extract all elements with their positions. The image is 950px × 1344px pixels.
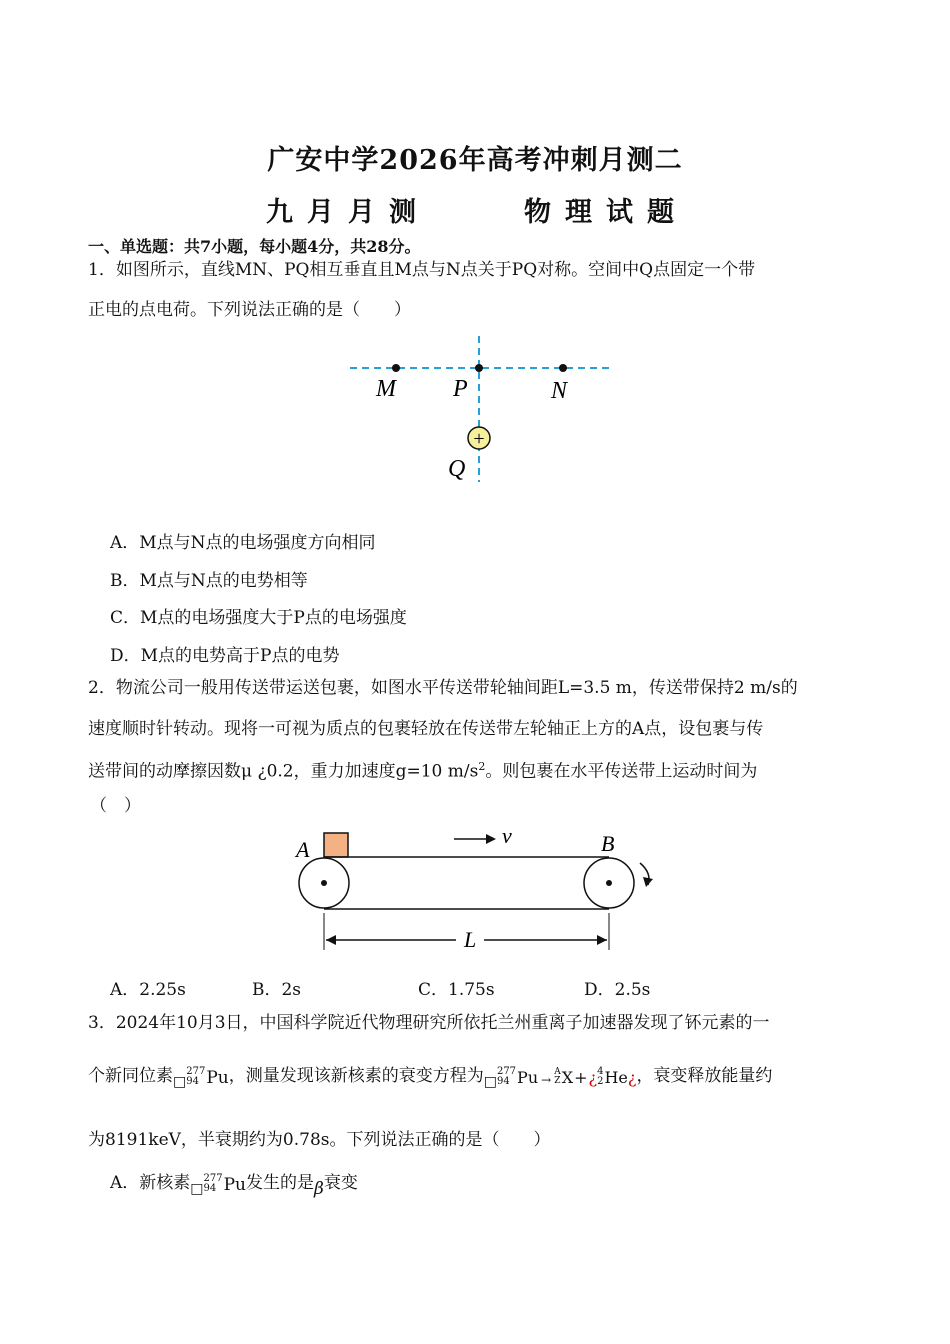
package-box [324, 833, 348, 857]
parent-symbol: Pu [517, 1068, 539, 1087]
left-axle [321, 880, 327, 886]
he-charge: 2 [597, 1075, 604, 1087]
q2-line3-part2: 。则包裹在水平传送带上运动时间为 [485, 761, 758, 782]
x-mass: A [554, 1066, 561, 1077]
he-mass: 4 [597, 1065, 604, 1077]
q3-option-a-part2: 发生的是 [246, 1173, 314, 1193]
x-numbers [554, 1068, 561, 1086]
label-n: N [551, 378, 568, 404]
q2-option-b[interactable]: B．2s [252, 980, 302, 1000]
q1-stem-line1: 1．如图所示，直线MN、PQ相互垂直且M点与N点关于PQ对称。空间中Q点固定一个带 [88, 260, 756, 280]
right-axle [606, 880, 612, 886]
nuclide-pu-277 [173, 1065, 229, 1091]
q3-option-a[interactable] [110, 1168, 358, 1199]
q1-figure [340, 330, 620, 490]
q2-option-a[interactable]: A．2.25s [110, 980, 186, 1000]
nuclide-pu-277 [190, 1172, 246, 1198]
q2-stem-line4: （ ） [90, 796, 141, 816]
charge-number: 94 [186, 1075, 199, 1087]
velocity-arrowhead [486, 834, 496, 844]
q1-option-a[interactable]: A．M点与N点的电场强度方向相同 [110, 533, 376, 553]
missing-glyph-box: □ [173, 1074, 187, 1091]
q2-line3-part1: 送带间的动摩擦因数μ ¿0.2，重力加速度 [88, 761, 396, 782]
subject-name: 物理试题 [524, 197, 688, 228]
label-m: M [376, 376, 396, 402]
q3-line2-part3: ，衰变释放能量约 [636, 1066, 773, 1086]
nuclide-numbers [204, 1174, 223, 1194]
he-suffix-glyph: ¿ [627, 1068, 637, 1087]
he-symbol: He [604, 1068, 628, 1087]
beta-symbol: β [314, 1179, 324, 1199]
rotation-arrowhead [643, 877, 653, 887]
q3-stem-line2 [88, 1065, 773, 1091]
parent-charge: 94 [496, 1075, 510, 1087]
q3-option-a-part3: 衰变 [323, 1173, 358, 1193]
q1-stem-line2: 正电的点电荷。下列说法正确的是（ ） [88, 300, 411, 320]
q2-line3-sup: 2 [478, 760, 486, 773]
parent-mass: 277 [496, 1065, 517, 1077]
q3-stem-line3: 为8191keV，半衰期约为0.78s。下列说法正确的是（ ） [88, 1130, 551, 1150]
plus-sign: + [473, 428, 485, 450]
q3-stem-line1: 3．2024年10月3日，中国科学院近代物理研究所依托兰州重离子加速器发现了钚元素的一 [88, 1013, 770, 1033]
missing-glyph-box: □ [483, 1074, 497, 1090]
exam-name: 九月月测 [266, 197, 430, 228]
q3-line2-part1: 个新同位素 [88, 1066, 173, 1086]
nuclide-numbers [186, 1067, 205, 1087]
q1-option-d[interactable]: D．M点的电势高于P点的电势 [110, 646, 340, 666]
point-p [475, 364, 483, 372]
charge-number: 94 [203, 1182, 217, 1194]
missing-glyph-box: □ [190, 1181, 204, 1198]
decay-equation [483, 1065, 637, 1090]
q2-figure [290, 825, 670, 955]
mass-number: 277 [203, 1172, 223, 1184]
plus-sign: + [574, 1068, 588, 1087]
label-p: P [453, 376, 468, 402]
q2-stem-line2: 速度顺时针转动。现将一可视为质点的包裹轻放在传送带左轮轴正上方的A点，设包裹与传 [88, 719, 764, 739]
he-prefix-glyph: ¿ [588, 1068, 598, 1087]
section-heading: 一、单选题：共7小题，每小题4分，共28分。 [88, 237, 421, 256]
q1-option-b[interactable]: B．M点与N点的电势相等 [110, 571, 308, 591]
point-m [392, 364, 400, 372]
label-b: B [601, 831, 615, 856]
q2-stem-line1: 2．物流公司一般用传送带运送包裹，如图水平传送带轮轴间距L=3.5 m，传送带保持2 m/s的 [88, 678, 798, 698]
q3-option-a-part1: A．新核素 [110, 1173, 191, 1193]
mass-number: 277 [186, 1065, 206, 1077]
q2-option-c[interactable]: C．1.75s [418, 980, 495, 1000]
element-symbol: Pu [223, 1175, 246, 1196]
q2-line3-formula: g=10 m/s [395, 761, 479, 782]
x-charge: Z [554, 1075, 561, 1086]
q3-line2-part2: ，测量发现该新核素的衰变方程为 [228, 1066, 484, 1086]
point-n [559, 364, 567, 372]
parent-numbers [497, 1067, 516, 1087]
he-numbers [597, 1067, 603, 1087]
label-l: L [464, 927, 477, 952]
q2-option-d[interactable]: D．2.5s [584, 980, 651, 1000]
label-v: v [502, 825, 512, 848]
label-q: Q [448, 456, 466, 482]
x-symbol: X [561, 1068, 574, 1087]
arrow-icon: → [541, 1073, 552, 1087]
dim-arrow-left [326, 935, 336, 945]
label-a: A [296, 837, 310, 862]
page-title: 广安中学2026年高考冲刺月测二 [267, 145, 683, 176]
dim-arrow-right [597, 935, 607, 945]
element-symbol: Pu [206, 1068, 229, 1089]
q2-stem-line3 [88, 757, 757, 782]
q1-option-c[interactable]: C．M点的电场强度大于P点的电场强度 [110, 608, 407, 628]
